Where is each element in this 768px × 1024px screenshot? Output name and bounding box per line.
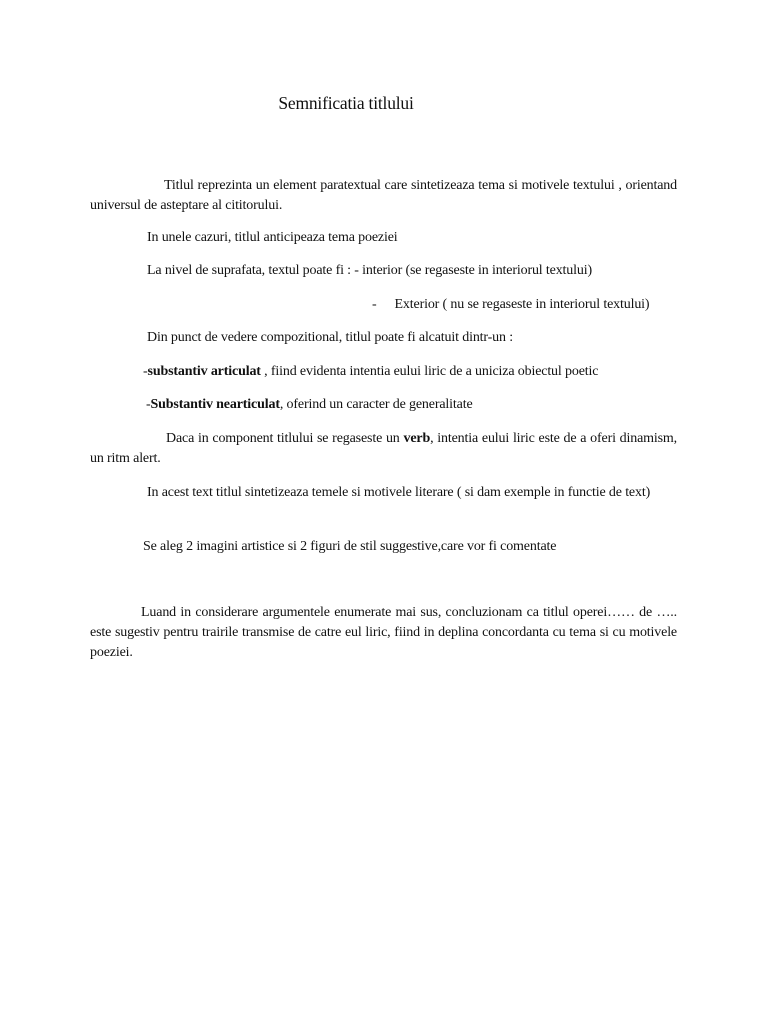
list-dash: - [372,297,377,312]
paragraph-compositional: Din punct de vedere compozitional, titlul poate fi alcatuit dintr-un : [147,330,513,345]
paragraph-conclusion-text: Luand in considerare argumentele enumerate mai sus, concluzionam ca titlul operei…… de ….. este sugestiv pentru trairile transmise de catre eul liric, fiind in deplina concordanta cu tema si cu motivele poeziei. [90,605,677,660]
paragraph-anticipation: In unele cazuri, titlul anticipeaza tema poeziei [147,230,398,245]
paragraph-verb [90,429,677,469]
paragraph-themes [90,483,677,503]
paragraph-intro [90,176,677,216]
bold-term: Substantiv nearticulat [150,397,280,412]
paragraph-verb-text-end: , intentia eului liric este de a oferi dinamism, un ritm alert. [90,431,678,466]
list-item-articulated-noun [143,362,598,382]
list-item-text: , oferind un caracter de generalitate [279,397,473,412]
paragraph-themes-text: In acest text titlul sintetizeaza temele si motivele literare ( si dam exemple in functie de text) [147,485,651,500]
page-title: Semnificatia titlului [278,93,414,113]
list-item-exterior-text: Exterior ( nu se regaseste in interiorul textului) [394,297,650,312]
paragraph-verb-text: Daca in component titlului se regaseste un [166,431,404,446]
list-item-exterior [372,295,649,315]
list-item-non-articulated-noun [146,395,473,415]
list-item-text: , fiind evidenta intentia eului liric de a uniciza obiectul poetic [260,364,599,379]
paragraph-conclusion [90,603,677,663]
paragraph-images: Se aleg 2 imagini artistice si 2 figuri de stil suggestive,care vor fi comentate [143,539,557,554]
paragraph-intro-text: Titlul reprezinta un element paratextual care sintetizeaza tema si motivele textului , orientand universul de asteptare al cititorului. [90,178,677,213]
list-dash: - [143,364,148,379]
list-dash: - [146,397,151,412]
bold-term: verb [403,431,431,446]
paragraph-surface-level: La nivel de suprafata, textul poate fi : - interior (se regaseste in interiorul textului) [147,263,592,278]
bold-term: substantiv articulat [147,364,261,379]
